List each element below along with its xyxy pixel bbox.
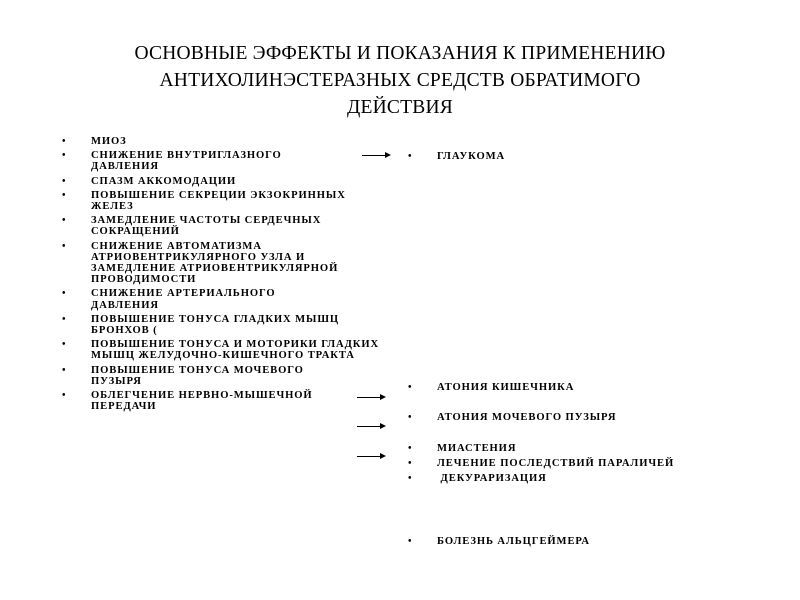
bullet-icon: •	[62, 189, 67, 201]
bullet-icon: •	[62, 339, 67, 351]
bullet-icon: •	[62, 313, 67, 325]
bullet-icon: •	[408, 443, 413, 454]
effect-item: • ЗАМЕДЛЕНИЕ ЧАСТОТЫ СЕРДЕЧНЫХ СОКРАЩЕНИЙ	[62, 215, 322, 238]
bullet-icon: •	[62, 288, 67, 300]
bullet-icon: •	[408, 473, 413, 484]
effect-item: • ПОВЫШЕНИЕ СЕКРЕЦИИ ЭКЗОКРИННЫХ ЖЕЛЕЗ	[62, 189, 346, 213]
effect-item: • ПОВЫШЕНИЕ ТОНУСА ГЛАДКИХ МЫШЦ БРОНХОВ (	[62, 313, 340, 337]
bullet-icon: •	[408, 151, 413, 162]
title-line-3: ДЕЙСТВИЯ	[347, 97, 453, 118]
effects-list	[60, 136, 390, 415]
bullet-icon: •	[62, 175, 67, 187]
bullet-icon: •	[62, 150, 67, 162]
bullet-icon: •	[408, 412, 413, 423]
slide-title	[40, 40, 760, 121]
indication-item: • МИАСТЕНИЯ	[408, 443, 517, 454]
bullet-icon: •	[62, 240, 67, 252]
title-line-1: ОСНОВНЫЕ ЭФФЕКТЫ И ПОКАЗАНИЯ К ПРИМЕНЕНИЮ	[134, 43, 666, 64]
arrow-right-icon	[357, 456, 383, 457]
bullet-icon: •	[62, 390, 67, 402]
indication-item: • ЛЕЧЕНИЕ ПОСЛЕДСТВИЙ ПАРАЛИЧЕЙ	[408, 458, 675, 469]
arrow-right-icon	[362, 155, 388, 156]
effect-item: • СНИЖЕНИЕ АВТОМАТИЗМА АТРИОВЕНТРИКУЛЯРНОГО УЗЛА И ЗАМЕДЛЕНИЕ АТРИОВЕНТРИКУЛЯРНОЙ ПРОВОДИМОСТИ	[62, 240, 339, 286]
effect-item: • СНИЖЕНИЕ АРТЕРИАЛЬНОГО ДАВЛЕНИЯ	[62, 288, 276, 311]
effect-item: • ПОВЫШЕНИЕ ТОНУСА И МОТОРИКИ ГЛАДКИХ МЫШЦ ЖЕЛУДОЧНО-КИШЕЧНОГО ТРАКТА	[62, 339, 380, 362]
effect-item: • ОБЛЕГЧЕНИЕ НЕРВНО-МЫШЕЧНОЙ ПЕРЕДАЧИ	[62, 390, 313, 413]
indication-item: • АТОНИЯ КИШЕЧНИКА	[408, 382, 575, 393]
effect-item: • МИОЗ	[62, 136, 127, 147]
indication-item: • ДЕКУРАРИЗАЦИЯ	[408, 473, 547, 484]
bullet-icon: •	[408, 458, 413, 469]
bullet-icon: •	[408, 536, 413, 547]
bullet-icon: •	[62, 136, 67, 147]
title-line-2: АНТИХОЛИНЭСТЕРАЗНЫХ СРЕДСТВ ОБРАТИМОГО	[159, 70, 641, 91]
arrow-right-icon	[357, 426, 383, 427]
indication-item: • АТОНИЯ МОЧЕВОГО ПУЗЫРЯ	[408, 412, 617, 423]
arrow-right-icon	[357, 397, 383, 398]
bullet-icon: •	[62, 215, 67, 227]
effect-item: • ПОВЫШЕНИЕ ТОНУСА МОЧЕВОГО ПУЗЫРЯ	[62, 364, 304, 387]
indication-item: • БОЛЕЗНЬ АЛЬЦГЕЙМЕРА	[408, 536, 590, 547]
indication-item: • ГЛАУКОМА	[408, 151, 506, 162]
bullet-icon: •	[62, 364, 67, 376]
bullet-icon: •	[408, 382, 413, 393]
effect-item: • СПАЗМ АККОМОДАЦИИ	[62, 175, 237, 187]
effect-item: • СНИЖЕНИЕ ВНУТРИГЛАЗНОГО ДАВЛЕНИЯ	[62, 150, 282, 173]
